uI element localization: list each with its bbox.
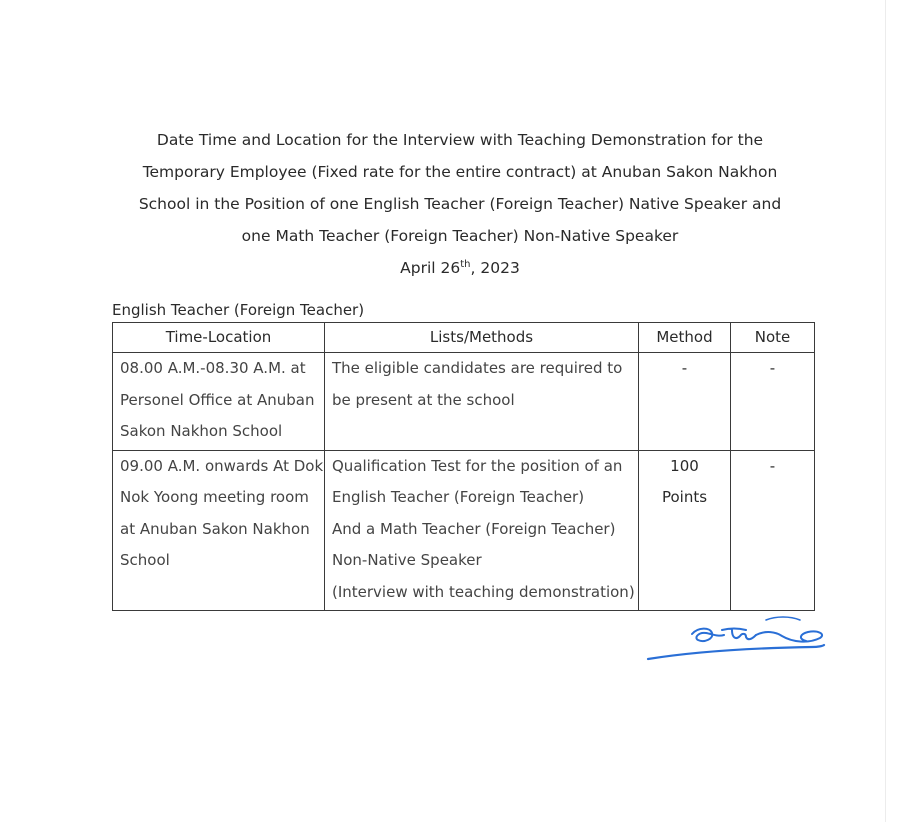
date-prefix: April 26 (400, 259, 461, 277)
cell-line: be present at the school (332, 390, 515, 409)
header-method: Method (639, 323, 731, 353)
cell-line: Non-Native Speaker (332, 551, 482, 569)
document-date (110, 252, 810, 284)
header-lists-methods: Lists/Methods (325, 323, 639, 353)
time-location-cell (113, 353, 325, 451)
cell-line: Qualification Test for the position of an (332, 456, 623, 475)
schedule-table (112, 322, 815, 611)
title-line-3: School in the Position of one English Teacher (Foreign Teacher) Native Speaker and (138, 195, 782, 213)
page-edge (885, 0, 886, 822)
cell-line: Personel Office at Anuban (120, 390, 315, 409)
cell-line: School (120, 551, 170, 569)
lists-methods-cell (325, 450, 639, 611)
cell-line: Nok Yoong meeting room (120, 488, 309, 506)
table-header-row (113, 323, 815, 353)
cell-line: And a Math Teacher (Foreign Teacher) (332, 519, 616, 538)
note-cell: - (731, 353, 815, 451)
method-cell: 100 Points (639, 450, 731, 611)
title-line-4: one Math Teacher (Foreign Teacher) Non-Native Speaker (241, 227, 679, 245)
cell-line: The eligible candidates are required to (332, 359, 623, 377)
cell-line: Sakon Nakhon School (120, 422, 283, 440)
date-suffix: , 2023 (470, 259, 520, 277)
table-row (113, 450, 815, 611)
cell-line: English Teacher (Foreign Teacher) (332, 488, 585, 506)
title-line-2: Temporary Employee (Fixed rate for the entire contract) at Anuban Sakon Nakhon (142, 163, 778, 181)
cell-line: 09.00 A.M. onwards At Dok (120, 456, 324, 475)
document-title (110, 124, 810, 284)
method-cell: - (639, 353, 731, 451)
note-cell: - (731, 450, 815, 611)
cell-line: at Anuban Sakon Nakhon (120, 519, 310, 538)
date-superscript: th (460, 259, 471, 270)
header-note: Note (731, 323, 815, 353)
signature (642, 608, 828, 668)
cell-line: 08.00 A.M.-08.30 A.M. at (120, 359, 306, 377)
table-row (113, 353, 815, 451)
signature-strokes (648, 617, 824, 659)
lists-methods-cell (325, 353, 639, 451)
title-line-1: Date Time and Location for the Interview with Teaching Demonstration for the (156, 131, 764, 149)
time-location-cell (113, 450, 325, 611)
cell-line: (Interview with teaching demonstration) (332, 582, 635, 601)
section-heading: English Teacher (Foreign Teacher) (112, 301, 365, 319)
header-time-location: Time-Location (113, 323, 325, 353)
